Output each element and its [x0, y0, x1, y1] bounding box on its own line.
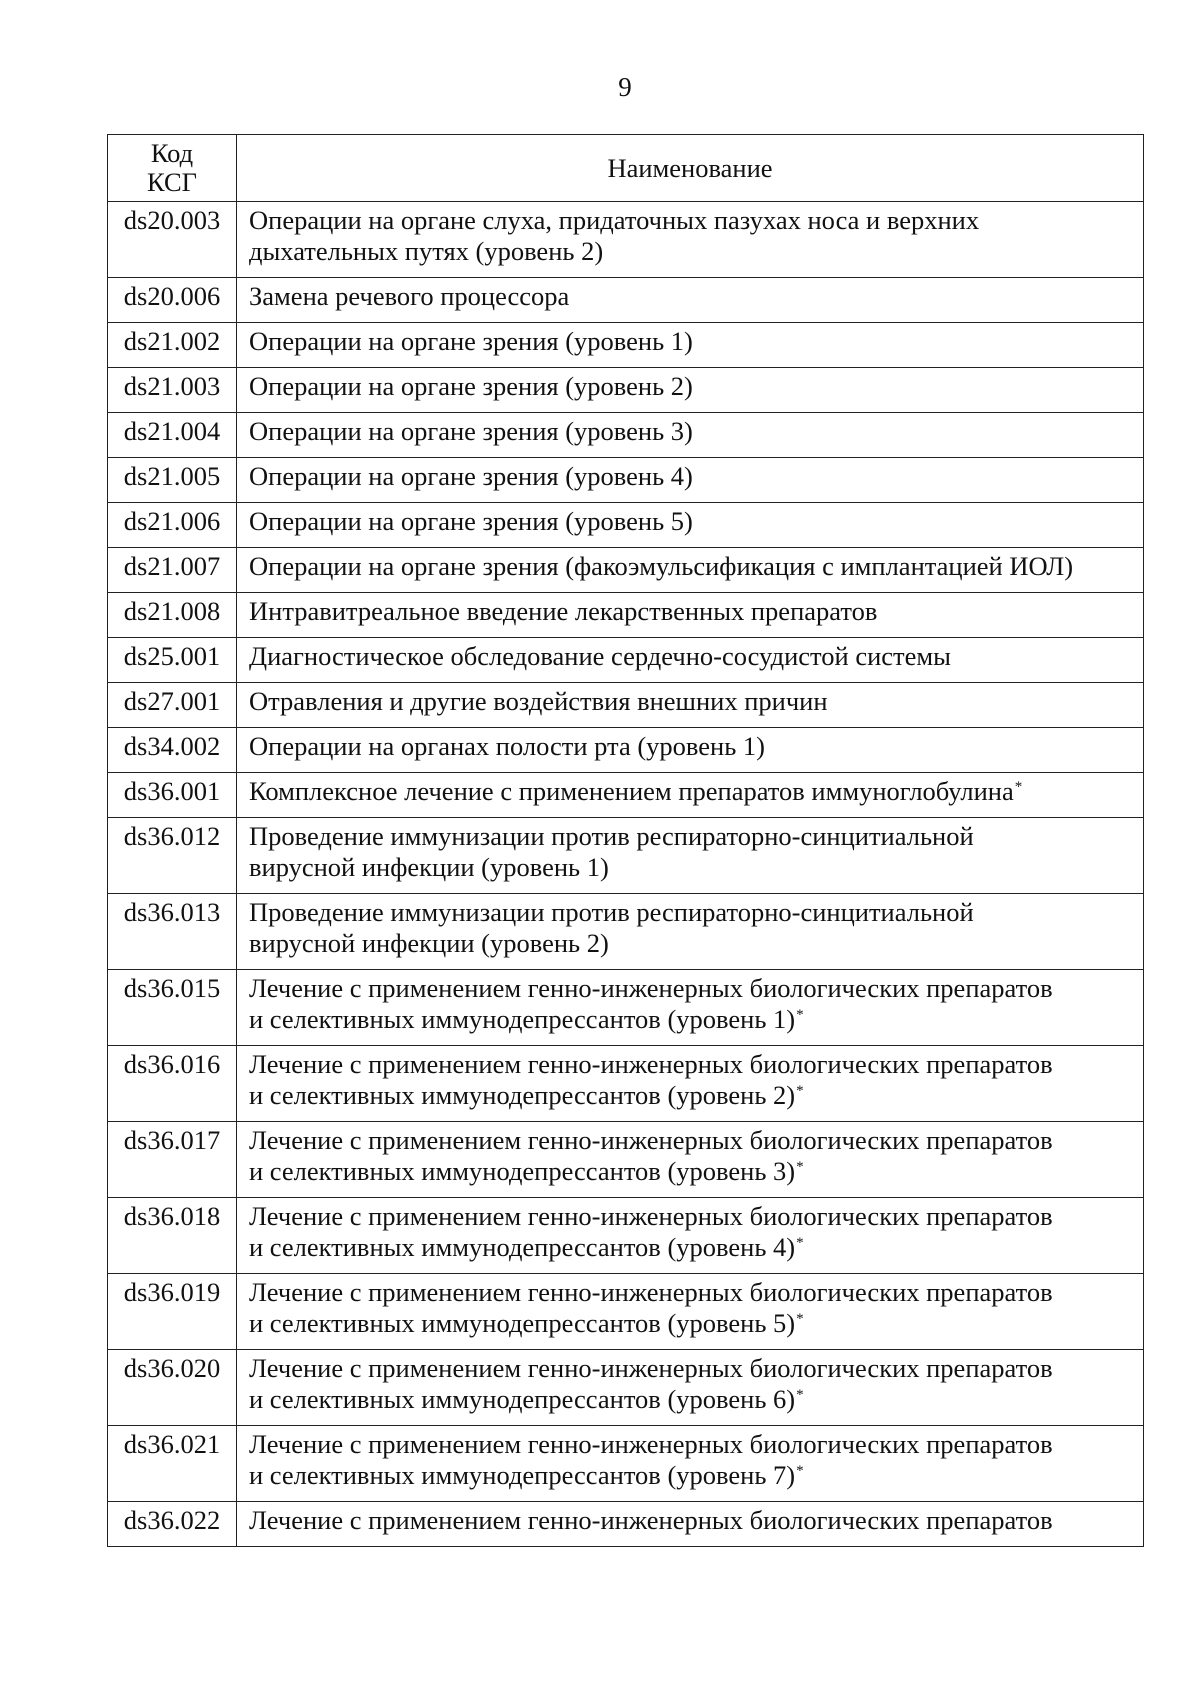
ksg-code: ds36.016: [123, 1049, 221, 1079]
table-row: [108, 894, 1144, 970]
name-cell: [237, 1274, 1144, 1350]
table-row: [108, 638, 1144, 683]
ksg-name: Лечение с применением генно-инженерных биологических препаратов и селективных иммунодепрессантов (уровень 1): [249, 973, 1053, 1034]
table-row: [108, 1198, 1144, 1274]
name-cell: [237, 368, 1144, 413]
footnote-mark: *: [796, 1235, 804, 1251]
ksg-name: Проведение иммунизации против респираторно-синцитиальной вирусной инфекции (уровень 1): [249, 821, 974, 882]
footnote-mark: *: [796, 1083, 804, 1099]
table-row: [108, 1122, 1144, 1198]
header-name-label: Наименование: [607, 153, 773, 183]
code-cell: [108, 458, 237, 503]
ksg-code: ds21.007: [123, 551, 221, 581]
code-cell: [108, 894, 237, 970]
table-row: [108, 1502, 1144, 1547]
ksg-code: ds36.022: [123, 1505, 221, 1535]
code-cell: [108, 1350, 237, 1426]
ksg-name: Лечение с применением генно-инженерных биологических препаратов и селективных иммунодепрессантов (уровень 5): [249, 1277, 1053, 1338]
code-cell: [108, 683, 237, 728]
header-row: [108, 135, 1144, 202]
name-cell: [237, 458, 1144, 503]
name-cell: [237, 683, 1144, 728]
ksg-code: ds36.012: [123, 821, 221, 851]
name-cell: [237, 1350, 1144, 1426]
name-cell: [237, 548, 1144, 593]
table-row: [108, 1274, 1144, 1350]
ksg-name: Операции на органе зрения (уровень 5): [249, 506, 693, 536]
ksg-code: ds21.002: [123, 326, 221, 356]
ksg-code: ds36.015: [123, 973, 221, 1003]
ksg-name: Проведение иммунизации против респираторно-синцитиальной вирусной инфекции (уровень 2): [249, 897, 974, 958]
header-code-cell: [108, 135, 237, 202]
name-cell: [237, 728, 1144, 773]
name-cell: [237, 593, 1144, 638]
ksg-name: Лечение с применением генно-инженерных биологических препаратов и селективных иммунодепрессантов (уровень 7): [249, 1429, 1053, 1490]
code-cell: [108, 970, 237, 1046]
ksg-code: ds36.020: [123, 1353, 221, 1383]
table-row: [108, 323, 1144, 368]
ksg-code: ds21.006: [123, 506, 221, 536]
code-cell: [108, 773, 237, 818]
name-cell: [237, 278, 1144, 323]
header-name-cell: [237, 135, 1144, 202]
name-cell: [237, 1198, 1144, 1274]
ksg-code: ds34.002: [123, 731, 221, 761]
table-row: [108, 728, 1144, 773]
ksg-code: ds21.008: [123, 596, 221, 626]
ksg-name: Лечение с применением генно-инженерных биологических препаратов и селективных иммунодепрессантов (уровень 6): [249, 1353, 1053, 1414]
code-cell: [108, 728, 237, 773]
code-cell: [108, 818, 237, 894]
name-cell: [237, 413, 1144, 458]
ksg-code: ds36.019: [123, 1277, 221, 1307]
ksg-code: ds36.017: [123, 1125, 221, 1155]
footnote-mark: *: [1014, 779, 1023, 795]
name-cell: [237, 638, 1144, 683]
ksg-code: ds36.013: [123, 897, 221, 927]
ksg-name: Лечение с применением генно-инженерных биологических препаратов и селективных иммунодепрессантов (уровень 4): [249, 1201, 1053, 1262]
ksg-code: ds25.001: [123, 641, 221, 671]
table-row: [108, 818, 1144, 894]
code-cell: [108, 593, 237, 638]
ksg-name: Операции на органе слуха, придаточных пазухах носа и верхних дыхательных путях (уровень 2): [249, 205, 980, 266]
ksg-code: ds21.003: [123, 371, 221, 401]
name-cell: [237, 1502, 1144, 1547]
code-cell: [108, 202, 237, 278]
name-cell: [237, 773, 1144, 818]
name-cell: [237, 970, 1144, 1046]
ksg-name: Интравитреальное введение лекарственных препаратов: [249, 596, 878, 626]
ksg-name: Операции на органах полости рта (уровень 1): [249, 731, 765, 761]
table-row: [108, 1046, 1144, 1122]
footnote-mark: *: [796, 1387, 804, 1403]
name-cell: [237, 1426, 1144, 1502]
ksg-name: Комплексное лечение с применением препаратов иммуноглобулина: [249, 776, 1014, 806]
table-row: [108, 773, 1144, 818]
table-row: [108, 970, 1144, 1046]
name-cell: [237, 894, 1144, 970]
footnote-mark: *: [796, 1311, 804, 1327]
table-row: [108, 548, 1144, 593]
ksg-code: ds36.018: [123, 1201, 221, 1231]
ksg-name: Отравления и другие воздействия внешних причин: [249, 686, 828, 716]
table-row: [108, 278, 1144, 323]
header-code-label: Код КСГ: [146, 138, 197, 197]
ksg-code: ds27.001: [123, 686, 221, 716]
footnote-mark: *: [796, 1463, 804, 1479]
ksg-name: Операции на органе зрения (уровень 2): [249, 371, 693, 401]
name-cell: [237, 1046, 1144, 1122]
code-cell: [108, 413, 237, 458]
code-cell: [108, 638, 237, 683]
code-cell: [108, 278, 237, 323]
ksg-name: Замена речевого процессора: [249, 281, 570, 311]
code-cell: [108, 503, 237, 548]
table-row: [108, 413, 1144, 458]
ksg-name: Лечение с применением генно-инженерных биологических препаратов и селективных иммунодепрессантов (уровень 3): [249, 1125, 1053, 1186]
ksg-code: ds20.006: [123, 281, 221, 311]
code-cell: [108, 1046, 237, 1122]
ksg-name: Лечение с применением генно-инженерных биологических препаратов и селективных иммунодепрессантов (уровень 2): [249, 1049, 1053, 1110]
ksg-code: ds20.003: [123, 205, 221, 235]
name-cell: [237, 1122, 1144, 1198]
footnote-mark: *: [796, 1159, 804, 1175]
code-cell: [108, 1274, 237, 1350]
table-body: [108, 202, 1144, 1547]
table-row: [108, 593, 1144, 638]
ksg-name: Операции на органе зрения (уровень 1): [249, 326, 693, 356]
code-cell: [108, 368, 237, 413]
ksg-code: ds36.001: [123, 776, 221, 806]
code-cell: [108, 1122, 237, 1198]
ksg-code: ds21.004: [123, 416, 221, 446]
code-cell: [108, 323, 237, 368]
table-row: [108, 1426, 1144, 1502]
ksg-name: Операции на органе зрения (факоэмульсификация с имплантацией ИОЛ): [249, 551, 1074, 581]
table-row: [108, 202, 1144, 278]
table-row: [108, 683, 1144, 728]
name-cell: [237, 323, 1144, 368]
name-cell: [237, 202, 1144, 278]
table-row: [108, 368, 1144, 413]
ksg-name: Лечение с применением генно-инженерных биологических препаратов: [249, 1505, 1053, 1535]
code-cell: [108, 1426, 237, 1502]
code-cell: [108, 548, 237, 593]
table-row: [108, 1350, 1144, 1426]
ksg-name: Операции на органе зрения (уровень 4): [249, 461, 693, 491]
name-cell: [237, 503, 1144, 548]
ksg-name: Операции на органе зрения (уровень 3): [249, 416, 693, 446]
table-header: [108, 135, 1144, 202]
name-cell: [237, 818, 1144, 894]
table-row: [108, 458, 1144, 503]
footnote-mark: *: [796, 1007, 804, 1023]
ksg-code: ds21.005: [123, 461, 221, 491]
ksg-table: [107, 134, 1144, 1547]
ksg-name: Диагностическое обследование сердечно-сосудистой системы: [249, 641, 951, 671]
ksg-code: ds36.021: [123, 1429, 221, 1459]
code-cell: [108, 1198, 237, 1274]
code-cell: [108, 1502, 237, 1547]
page-number: 9: [618, 72, 632, 102]
table-row: [108, 503, 1144, 548]
